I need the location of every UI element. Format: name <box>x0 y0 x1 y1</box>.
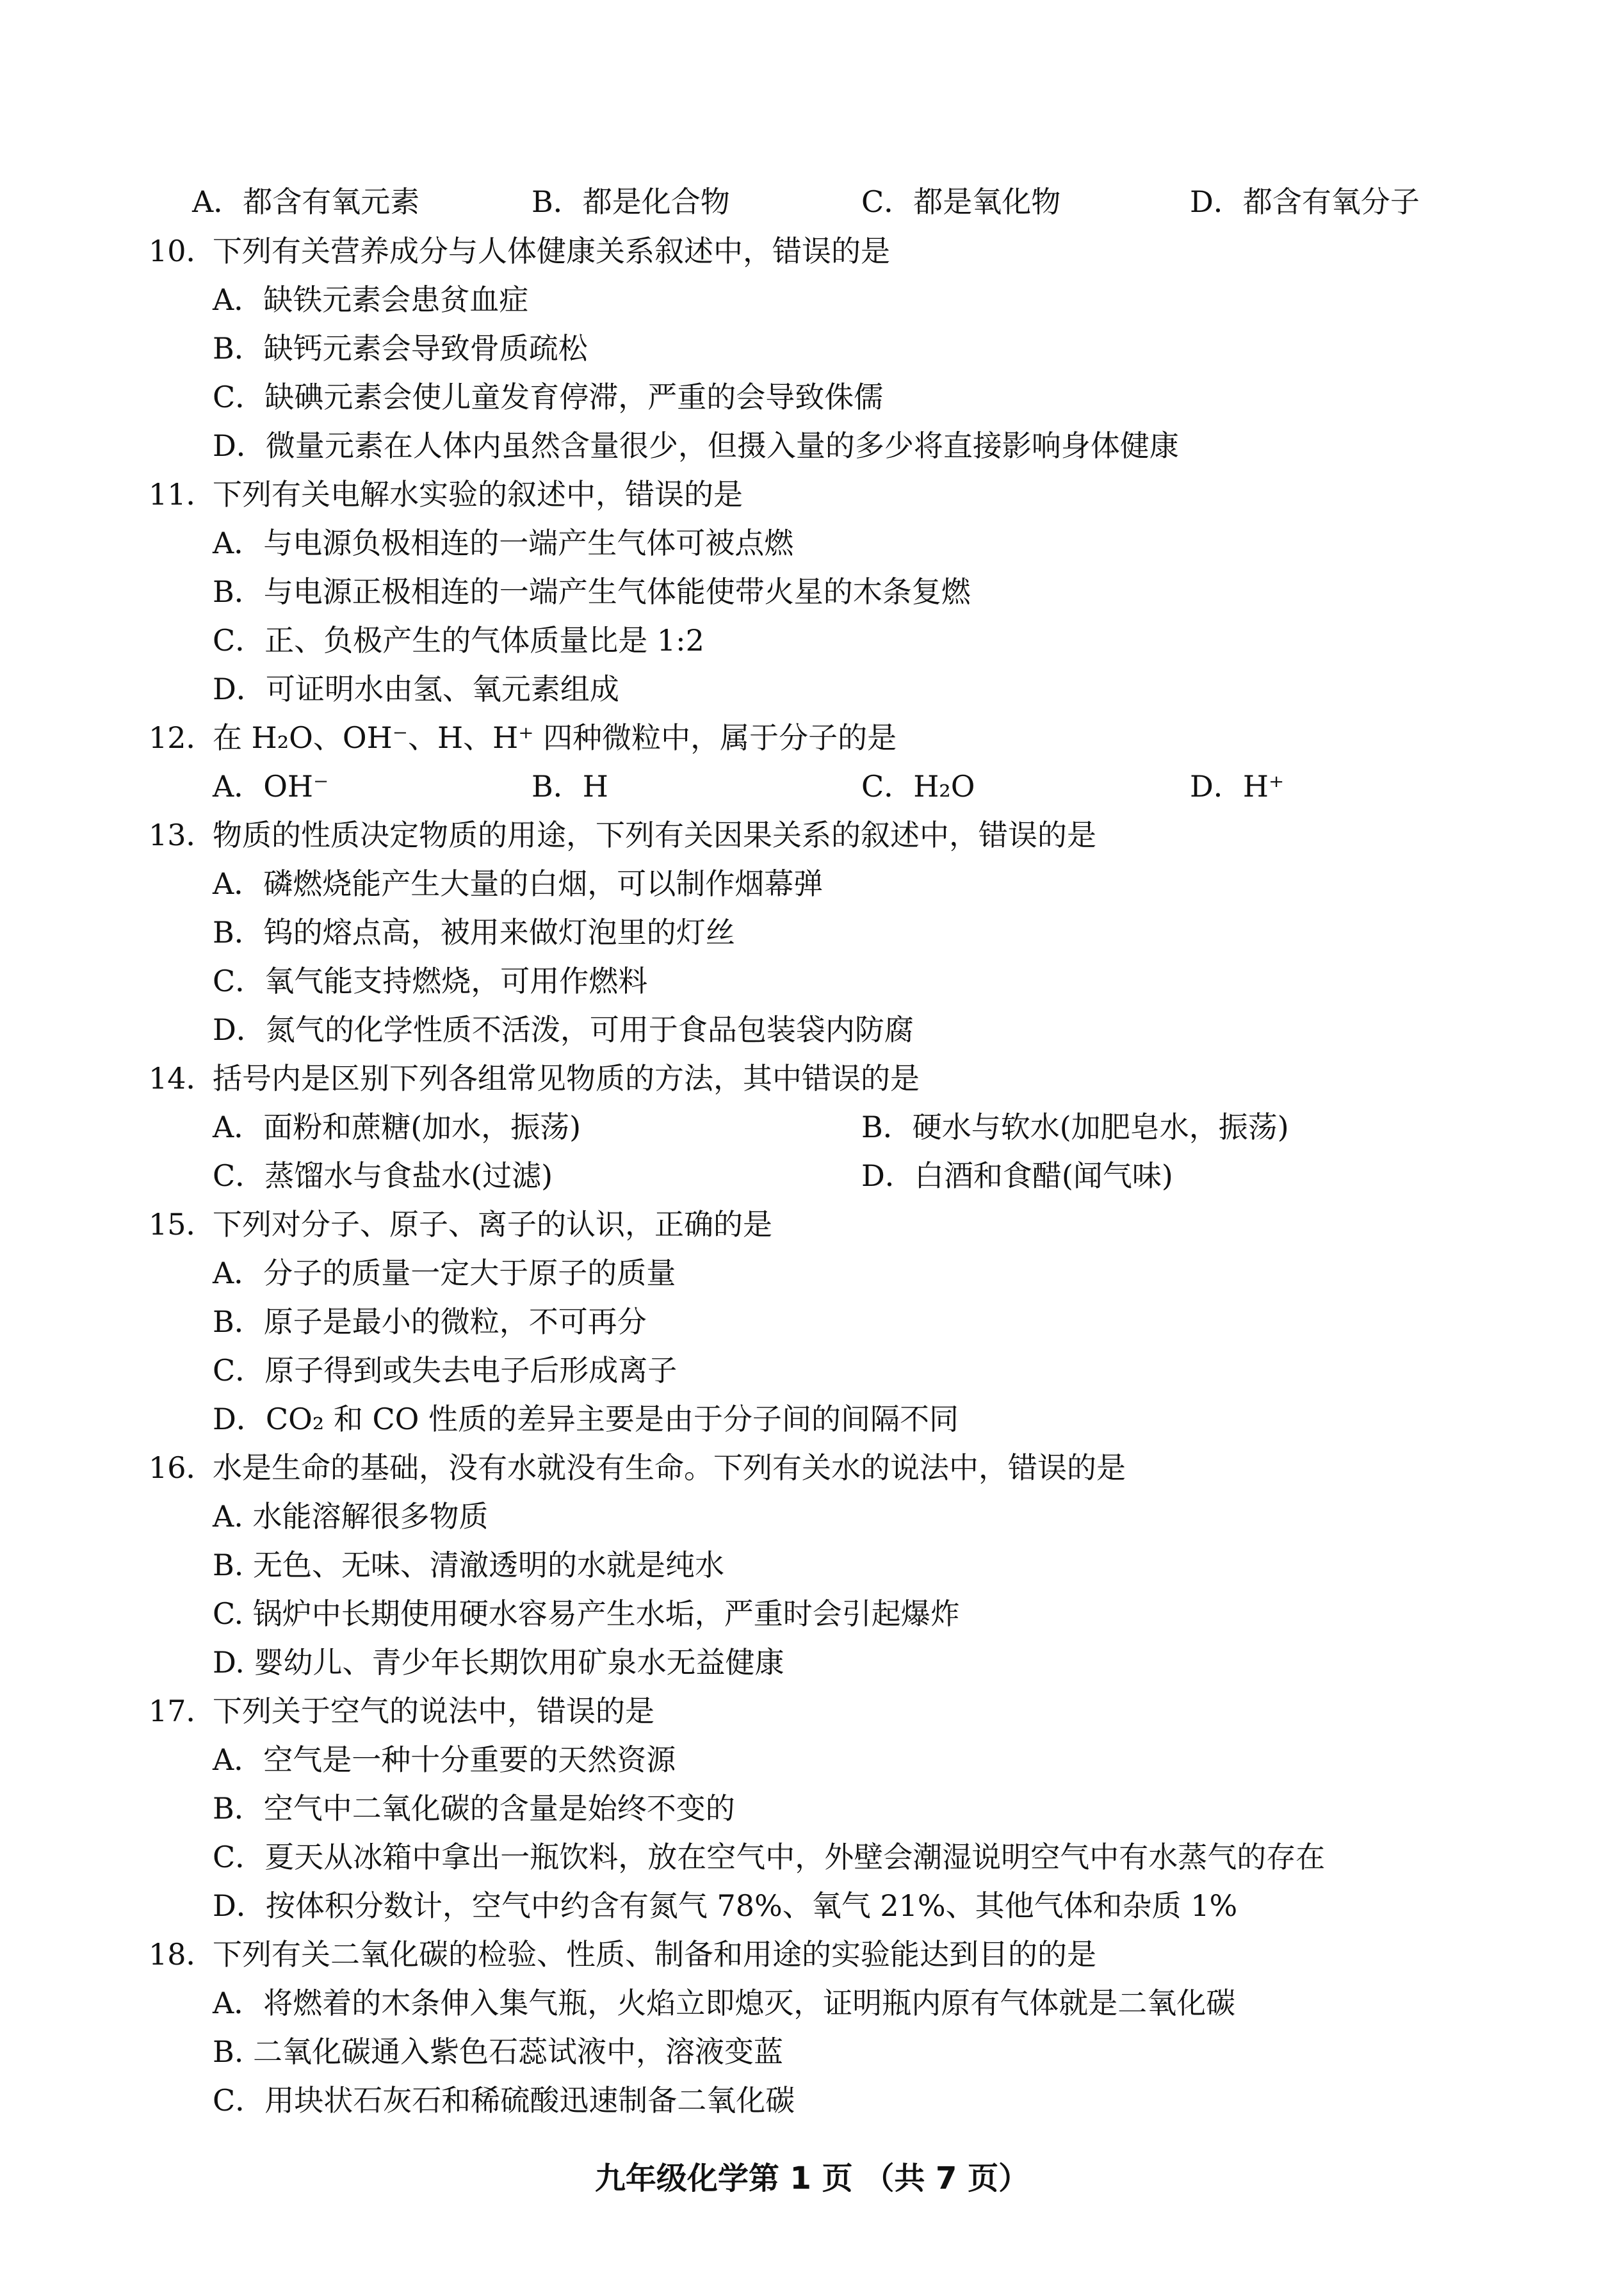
question-number: 16． <box>149 1450 216 1485</box>
question-stem <box>0 475 1624 514</box>
question-number: 10． <box>149 234 216 268</box>
option-c: C．氧气能支持燃烧，可用作燃料 <box>213 964 648 998</box>
option-line <box>0 864 1624 903</box>
option-c: C．都是氧化物 <box>861 184 1061 219</box>
option-line <box>0 1643 1624 1682</box>
question-text: 括号内是区别下列各组常见物质的方法，其中错误的是 <box>213 1061 920 1096</box>
option-line <box>0 670 1624 708</box>
option-d: D．白酒和食醋(闻气味) <box>861 1158 1173 1193</box>
question-text: 水是生命的基础，没有水就没有生命。下列有关水的说法中，错误的是 <box>213 1450 1126 1485</box>
question-number: 11． <box>149 477 216 512</box>
option-c: C．原子得到或失去电子后形成离子 <box>213 1353 678 1388</box>
question-number: 13． <box>149 818 216 852</box>
option-d: D．按体积分数计，空气中约含有氮气 78%、氧气 21%、其他气体和杂质 1% <box>213 1888 1238 1923</box>
option-b: B. 无色、无味、清澈透明的水就是纯水 <box>213 1548 725 1582</box>
option-b: B．缺钙元素会导致骨质疏松 <box>213 331 588 366</box>
option-line <box>0 1302 1624 1341</box>
option-a: A．面粉和蔗糖(加水，振荡) <box>213 1110 581 1144</box>
options-row <box>0 1108 1624 1146</box>
option-line <box>0 572 1624 611</box>
option-line <box>0 1886 1624 1925</box>
option-c: C．蒸馏水与食盐水(过滤) <box>213 1158 553 1193</box>
question-stem <box>0 1448 1624 1487</box>
option-line <box>0 1740 1624 1779</box>
question-text: 下列关于空气的说法中，错误的是 <box>213 1694 654 1728</box>
option-b: B．都是化合物 <box>532 184 730 219</box>
option-a: A．空气是一种十分重要的天然资源 <box>213 1742 676 1777</box>
question-stem <box>0 1205 1624 1244</box>
question-number: 17． <box>149 1694 216 1728</box>
option-a: A．都含有氧元素 <box>192 184 420 219</box>
option-b: B．原子是最小的微粒，不可再分 <box>213 1304 647 1339</box>
question-text: 在 H₂O、OH⁻、H、H⁺ 四种微粒中，属于分子的是 <box>213 720 897 755</box>
option-d: D．可证明水由氢、氧元素组成 <box>213 672 619 706</box>
option-line <box>0 1400 1624 1438</box>
option-line <box>0 1546 1624 1584</box>
question-number: 18． <box>149 1937 216 1972</box>
option-d: D．H⁺ <box>1190 769 1285 804</box>
option-line <box>0 329 1624 368</box>
question-text: 物质的性质决定物质的用途，下列有关因果关系的叙述中，错误的是 <box>213 818 1096 852</box>
question-stem <box>0 718 1624 757</box>
option-line <box>0 2032 1624 2071</box>
question-stem <box>0 816 1624 854</box>
q9-options-row <box>0 182 1624 221</box>
option-line <box>0 1594 1624 1633</box>
question-text: 下列对分子、原子、离子的认识，正确的是 <box>213 1207 772 1242</box>
option-c: C．缺碘元素会使儿童发育停滞，严重的会导致侏儒 <box>213 380 884 414</box>
question-text: 下列有关二氧化碳的检验、性质、制备和用途的实验能达到目的的是 <box>213 1937 1096 1972</box>
option-b: B．空气中二氧化碳的含量是始终不变的 <box>213 1791 735 1826</box>
option-line <box>0 1497 1624 1536</box>
option-d: D. 婴幼儿、青少年长期饮用矿泉水无益健康 <box>213 1645 784 1680</box>
options-row <box>0 767 1624 806</box>
option-a: A．与电源负极相连的一端产生气体可被点燃 <box>213 526 794 560</box>
option-line <box>0 1984 1624 2022</box>
question-text: 下列有关电解水实验的叙述中，错误的是 <box>213 477 743 512</box>
question-stem <box>0 1692 1624 1730</box>
option-d: D．CO₂ 和 CO 性质的差异主要是由于分子间的间隔不同 <box>213 1402 959 1436</box>
option-line <box>0 378 1624 416</box>
option-a: A．分子的质量一定大于原子的质量 <box>213 1256 676 1290</box>
option-c: C. 锅炉中长期使用硬水容易产生水垢，严重时会引起爆炸 <box>213 1596 960 1631</box>
option-line <box>0 1351 1624 1390</box>
option-d: D．微量元素在人体内虽然含量很少，但摄入量的多少将直接影响身体健康 <box>213 428 1179 463</box>
option-c: C．夏天从冰箱中拿出一瓶饮料，放在空气中，外壁会潮湿说明空气中有水蒸气的存在 <box>213 1840 1326 1874</box>
option-line <box>0 962 1624 1000</box>
option-line <box>0 621 1624 660</box>
question-number: 14． <box>149 1061 216 1096</box>
option-d: D．都含有氧分子 <box>1190 184 1420 219</box>
question-stem <box>0 232 1624 270</box>
option-b: B. 二氧化碳通入紫色石蕊试液中，溶液变蓝 <box>213 2034 784 2069</box>
page-footer: 九年级化学第 1 页 （共 7 页） <box>594 2161 1030 2196</box>
option-c: C．用块状石灰石和稀硫酸迅速制备二氧化碳 <box>213 2083 795 2118</box>
options-row <box>0 1156 1624 1195</box>
option-b: B．硬水与软水(加肥皂水，振荡) <box>861 1110 1289 1144</box>
option-line <box>0 1838 1624 1876</box>
option-line <box>0 1010 1624 1049</box>
option-b: B．钨的熔点高，被用来做灯泡里的灯丝 <box>213 915 735 950</box>
option-line <box>0 1254 1624 1292</box>
option-b: B．H <box>532 769 608 804</box>
option-line <box>0 426 1624 465</box>
question-stem <box>0 1935 1624 1974</box>
option-line <box>0 524 1624 562</box>
option-a: A．缺铁元素会患贫血症 <box>213 282 529 317</box>
option-c: C．H₂O <box>861 769 975 804</box>
option-b: B．与电源正极相连的一端产生气体能使带火星的木条复燃 <box>213 574 971 609</box>
question-stem <box>0 1059 1624 1098</box>
option-line <box>0 913 1624 952</box>
question-number: 12． <box>149 720 216 755</box>
option-line <box>0 280 1624 319</box>
option-d: D．氮气的化学性质不活泼，可用于食品包装袋内防腐 <box>213 1012 914 1047</box>
option-a: A. 水能溶解很多物质 <box>213 1499 489 1534</box>
option-a: A．将燃着的木条伸入集气瓶，火焰立即熄灭，证明瓶内原有气体就是二氧化碳 <box>213 1986 1236 2020</box>
option-a: A．OH⁻ <box>213 769 329 804</box>
question-text: 下列有关营养成分与人体健康关系叙述中，错误的是 <box>213 234 890 268</box>
option-line <box>0 2081 1624 2120</box>
option-line <box>0 1789 1624 1828</box>
question-number: 15． <box>149 1207 216 1242</box>
option-c: C．正、负极产生的气体质量比是 1:2 <box>213 623 704 658</box>
option-a: A．磷燃烧能产生大量的白烟，可以制作烟幕弹 <box>213 866 824 901</box>
